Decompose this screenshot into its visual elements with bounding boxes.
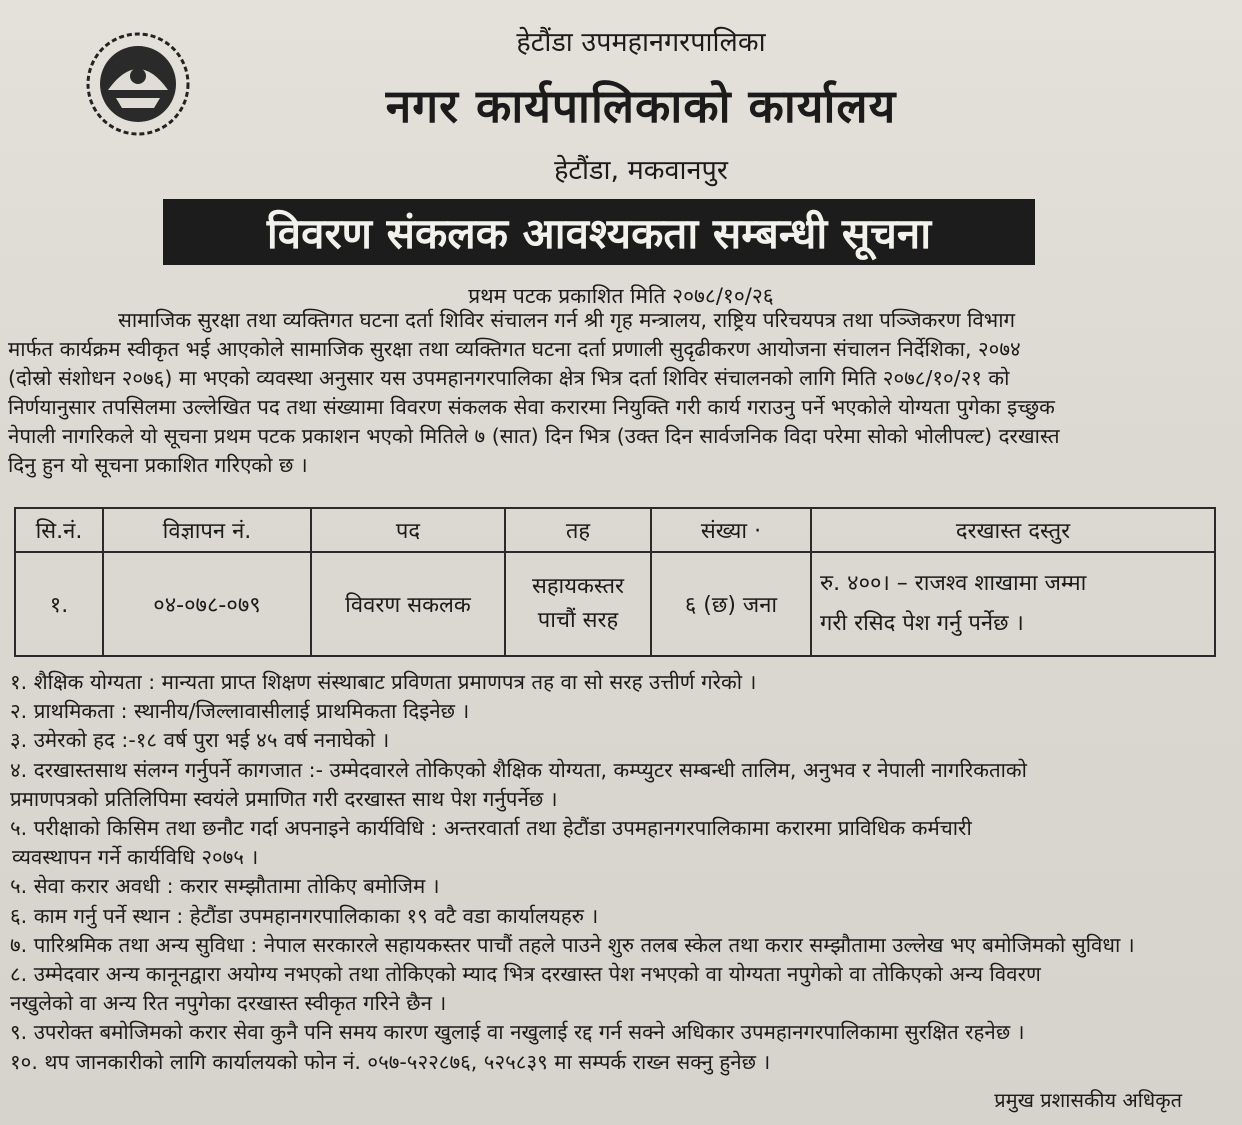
list-item: प्रमाणपत्रको प्रतिलिपिमा स्वयंले प्रमाणित गरी दरखास्त साथ पेश गर्नुपर्नेछ । <box>10 786 558 811</box>
list-item: १०. थप जानकारीको लागि कार्यालयको फोन नं. ०५७-५२२८७६, ५२५८३९ मा सम्पर्क राख्न सक्नु हुनेछ । <box>10 1049 771 1074</box>
list-item: ८. उम्मेदवार अन्य कानूनद्वारा अयोग्य नभएको तथा तोकिएको म्याद भित्र दरखास्त पेश नभएको वा योग्यता नपुगेको वा तोकिएको अन्य विवरण <box>10 962 1041 987</box>
list-item: ५. परीक्षाको किसिम तथा छनौट गर्दा अपनाइने कार्यविधि : अन्तरवार्ता तथा हेटौंडा उपमहानगरपालिकामा करारमा प्राविधिक कर्मचारी <box>10 816 972 841</box>
list-item: व्यवस्थापन गर्ने कार्यविधि २०७५ । <box>12 845 259 870</box>
list-item: ७. पारिश्रमिक तथा अन्य सुविधा : नेपाल सरकारले सहायकस्तर पाचौं तहले पाउने शुरु तलब स्केल तथा करार सम्झौतामा उल्लेख भए बमोजिमको सुविधा । <box>10 932 1135 957</box>
col-header-post: पद <box>311 508 505 552</box>
list-item: १. शैक्षिक योग्यता : मान्यता प्राप्त शिक्षण संस्थाबाट प्रविणता प्रमाणपत्र तह वा सो सरह उत्तीर्ण गरेको । <box>10 670 757 694</box>
col-header-level: तह <box>505 508 651 552</box>
list-item: ५. सेवा करार अवधी : करार सम्झौतामा तोकिए बमोजिम । <box>10 874 440 899</box>
signature-title: प्रमुख प्रशासकीय अधिकृत <box>994 1088 1182 1112</box>
col-header-ad-no: विज्ञापन नं. <box>103 508 311 552</box>
vacancy-table <box>14 507 1216 657</box>
intro-line: निर्णयानुसार तपसिलमा उल्लेखित पद तथा संख्यामा विवरण संकलक सेवा करारमा नियुक्ति गरी कार्य गराउनु पर्ने भएकोले योग्यता पुगेका इच्छुक <box>8 395 1055 419</box>
cell-ad-no: ०४-०७८-०७९ <box>103 552 311 656</box>
cell-level-line1: सहायकस्तर <box>531 574 624 599</box>
table-row <box>15 552 1215 656</box>
office-name: नगर कार्यपालिकाको कार्यालय <box>385 79 897 133</box>
notice-title: विवरण संकलक आवश्यकता सम्बन्धी सूचना <box>163 199 1035 265</box>
intro-paragraph <box>8 306 1230 480</box>
intro-line: दिनु हुन यो सूचना प्रकाशित गरिएको छ । <box>8 453 308 477</box>
list-item: ६. काम गर्नु पर्ने स्थान : हेटौंडा उपमहानगरपालिकाका १९ वटै वडा कार्यालयहरु । <box>10 903 599 928</box>
col-header-count: संख्या · <box>651 508 811 552</box>
cell-sn: १. <box>15 552 103 656</box>
cell-post: विवरण सकलक <box>311 552 505 656</box>
office-address: हेटौंडा, मकवानपुर <box>554 155 728 186</box>
table-header-row <box>15 508 1215 552</box>
cell-level-line2: पाचौं सरह <box>537 608 619 633</box>
list-item: ३. उमेरको हद :-१८ वर्ष पुरा भई ४५ वर्ष ननाघेको । <box>10 728 390 753</box>
list-item: ४. दरखास्तसाथ संलग्न गर्नुपर्ने कागजात :- उम्मेदवारले तोकिएको शैक्षिक योग्यता, कम्प्युटर सम्बन्धी तालिम, अनुभव र नेपाली नागरिकताको <box>10 757 1027 782</box>
cell-fee <box>811 552 1215 656</box>
col-header-fee: दरखास्त दस्तुर <box>811 508 1215 552</box>
intro-line: (दोस्रो संशोधन २०७६) मा भएको व्यवस्था अनुसार यस उपमहानगरपालिका क्षेत्र भित्र दर्ता शिविर संचालनको लागि मिति २०७८/१०/२१ को <box>8 366 1010 390</box>
cell-count: ६ (छ) जना <box>651 552 811 656</box>
cell-fee-line1: रु. ४००। – राजश्व शाखामा जम्मा <box>820 571 1087 596</box>
intro-line: सामाजिक सुरक्षा तथा व्यक्तिगत घटना दर्ता शिविर संचालन गर्न श्री गृह मन्त्रालय, राष्ट्रिय परिचयपत्र तथा पञ्जिकरण विभाग <box>118 308 1016 332</box>
cell-fee-line2: गरी रसिद पेश गर्नु पर्नेछ । <box>820 611 1024 636</box>
col-header-sn: सि.नं. <box>15 508 103 552</box>
list-item: नखुलेको वा अन्य रित नपुगेका दरखास्त स्वीकृत गरिने छैन । <box>10 991 447 1016</box>
municipality-name: हेटौंडा उपमहानगरपालिका <box>516 27 766 58</box>
publish-date: प्रथम पटक प्रकाशित मिति २०७८/१०/२६ <box>468 284 774 308</box>
list-item: २. प्राथमिकता : स्थानीय/जिल्लावासीलाई प्राथमिकता दिइनेछ । <box>10 699 470 724</box>
intro-line: नेपाली नागरिकले यो सूचना प्रथम पटक प्रकाशन भएको मितिले ७ (सात) दिन भित्र (उक्त दिन सार्वजनिक विदा परेमा सोको भोलीपल्ट) दरखास्त <box>8 424 1060 448</box>
intro-line: मार्फत कार्यक्रम स्वीकृत भई आएकोले सामाजिक सुरक्षा तथा व्यक्तिगत घटना दर्ता प्रणाली सुदृढीकरण आयोजना संचालन निर्देशिका, २०७४ <box>8 337 1021 361</box>
cell-level <box>505 552 651 656</box>
list-item: ९. उपरोक्त बमोजिमको करार सेवा कुनै पनि समय कारण खुलाई वा नखुलाई रद्द गर्न सक्ने अधिकार उपमहानगरपालिकामा सुरक्षित रहनेछ । <box>10 1020 1025 1045</box>
conditions-list <box>10 668 1230 1077</box>
